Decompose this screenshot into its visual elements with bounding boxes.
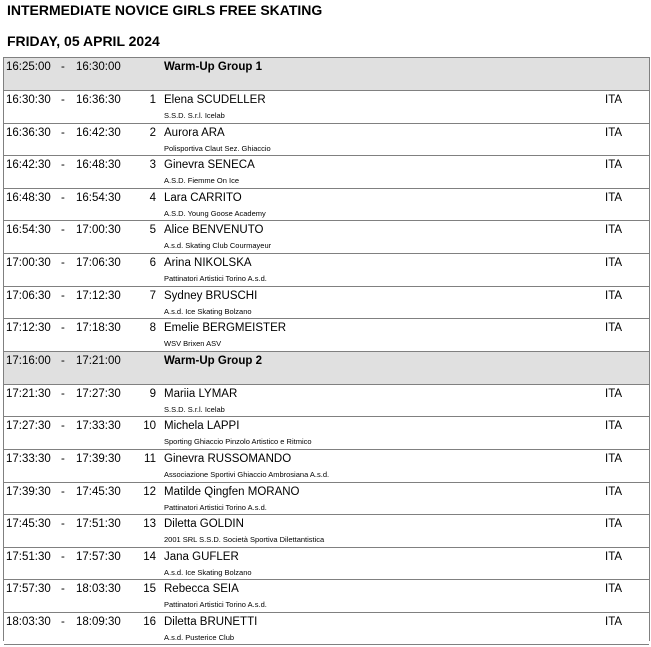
table-row bbox=[4, 286, 649, 319]
club-name: S.S.D. S.r.l. Icelab bbox=[164, 111, 225, 120]
nation-code: ITA bbox=[605, 583, 623, 596]
end-time: 16:54:30 bbox=[76, 191, 121, 204]
time-separator: - bbox=[61, 354, 65, 367]
start-time: 17:00:30 bbox=[6, 256, 51, 269]
nation-code: ITA bbox=[605, 289, 623, 302]
table-row bbox=[4, 579, 649, 612]
start-time: 16:48:30 bbox=[6, 191, 51, 204]
end-time: 17:33:30 bbox=[76, 420, 121, 433]
start-time: 18:03:30 bbox=[6, 615, 51, 628]
skater-name: Matilde Qingfen MORANO bbox=[164, 485, 300, 498]
nation-code: ITA bbox=[605, 126, 623, 139]
end-time: 17:39:30 bbox=[76, 452, 121, 465]
skater-name: Sydney BRUSCHI bbox=[164, 289, 258, 302]
skater-name: Mariia LYMAR bbox=[164, 387, 238, 400]
club-name: Sporting Ghiaccio Pinzolo Artistico e Ritmico bbox=[164, 437, 312, 447]
club-name: 2001 SRL S.S.D. Società Sportiva Dilettantistica bbox=[164, 535, 325, 545]
table-row bbox=[4, 547, 649, 580]
start-number: 7 bbox=[149, 289, 156, 302]
start-number: 5 bbox=[149, 224, 156, 237]
end-time: 17:00:30 bbox=[76, 224, 121, 237]
nation-code: ITA bbox=[605, 191, 623, 204]
start-time: 16:25:00 bbox=[6, 61, 51, 73]
club-name: WSV Brixen ASV bbox=[164, 339, 222, 349]
start-number: 2 bbox=[149, 126, 156, 139]
start-time: 17:51:30 bbox=[6, 550, 51, 563]
time-separator: - bbox=[61, 420, 65, 433]
start-time: 16:54:30 bbox=[6, 224, 51, 237]
club-name: A.S.D. Fiemme On Ice bbox=[164, 176, 240, 186]
time-separator: - bbox=[61, 224, 65, 237]
time-separator: - bbox=[61, 583, 65, 596]
time-separator: - bbox=[61, 94, 65, 106]
end-time: 17:06:30 bbox=[76, 256, 121, 269]
nation-code: ITA bbox=[605, 224, 623, 237]
skater-name: Rebecca SEIA bbox=[164, 583, 239, 596]
club-name: A.s.d. Ice Skating Bolzano bbox=[164, 306, 252, 316]
table-row bbox=[4, 188, 649, 221]
start-time: 17:39:30 bbox=[6, 485, 51, 498]
table-row bbox=[4, 416, 649, 449]
time-separator: - bbox=[61, 61, 65, 73]
end-time: 16:36:30 bbox=[76, 94, 121, 106]
start-number: 11 bbox=[144, 452, 156, 465]
club-name: A.S.D. Young Goose Academy bbox=[164, 208, 266, 218]
page-title: INTERMEDIATE NOVICE GIRLS FREE SKATING bbox=[7, 2, 323, 18]
table-row bbox=[4, 384, 649, 417]
skater-name: Elena SCUDELLER bbox=[164, 94, 266, 106]
club-name: Polisportiva Claut Sez. Ghiaccio bbox=[164, 143, 271, 153]
end-time: 18:03:30 bbox=[76, 583, 121, 596]
skater-name: Arina NIKOLSKA bbox=[164, 256, 252, 269]
warmup-label: Warm-Up Group 2 bbox=[164, 354, 262, 367]
skater-name: Lara CARRITO bbox=[164, 191, 242, 204]
table-row bbox=[4, 90, 649, 123]
club-name: Pattinatori Artistici Torino A.s.d. bbox=[164, 273, 267, 283]
time-separator: - bbox=[61, 159, 65, 172]
start-time: 16:42:30 bbox=[6, 159, 51, 172]
start-number: 4 bbox=[149, 191, 156, 204]
time-separator: - bbox=[61, 550, 65, 563]
start-number: 3 bbox=[149, 159, 156, 172]
nation-code: ITA bbox=[605, 550, 623, 563]
end-time: 17:57:30 bbox=[76, 550, 121, 563]
start-number: 6 bbox=[149, 256, 156, 269]
warmup-label: Warm-Up Group 1 bbox=[164, 61, 262, 73]
club-name: S.S.D. S.r.l. Icelab bbox=[164, 404, 225, 414]
club-name: A.s.d. Ice Skating Bolzano bbox=[164, 567, 252, 577]
skater-name: Alice BENVENUTO bbox=[164, 224, 264, 237]
nation-code: ITA bbox=[605, 518, 623, 531]
warmup-row bbox=[4, 351, 649, 384]
skater-name: Diletta BRUNETTI bbox=[164, 615, 258, 628]
start-time: 17:21:30 bbox=[6, 387, 51, 400]
table-row bbox=[4, 253, 649, 286]
time-separator: - bbox=[61, 452, 65, 465]
nation-code: ITA bbox=[605, 322, 623, 335]
skater-name: Jana GUFLER bbox=[164, 550, 239, 563]
table-row bbox=[4, 123, 649, 156]
nation-code: ITA bbox=[605, 452, 623, 465]
nation-code: ITA bbox=[605, 485, 623, 498]
nation-code: ITA bbox=[605, 387, 623, 400]
start-time: 17:45:30 bbox=[6, 518, 51, 531]
table-row bbox=[4, 612, 649, 645]
nation-code: ITA bbox=[605, 159, 623, 172]
club-name: A.s.d. Skating Club Courmayeur bbox=[164, 241, 272, 251]
table-row bbox=[4, 449, 649, 482]
table-row bbox=[4, 482, 649, 515]
table-row bbox=[4, 155, 649, 188]
start-number: 10 bbox=[143, 420, 156, 433]
start-number: 14 bbox=[143, 550, 156, 563]
start-number: 9 bbox=[149, 387, 156, 400]
time-separator: - bbox=[61, 256, 65, 269]
time-separator: - bbox=[61, 191, 65, 204]
time-separator: - bbox=[61, 518, 65, 531]
nation-code: ITA bbox=[605, 420, 623, 433]
schedule-table bbox=[3, 57, 650, 641]
end-time: 17:51:30 bbox=[76, 518, 121, 531]
time-separator: - bbox=[61, 126, 65, 139]
start-time: 17:57:30 bbox=[6, 583, 51, 596]
nation-code: ITA bbox=[605, 615, 623, 628]
start-time: 16:30:30 bbox=[6, 94, 51, 106]
end-time: 16:30:00 bbox=[76, 61, 121, 73]
time-separator: - bbox=[61, 322, 65, 335]
club-name: A.s.d. Pusterice Club bbox=[164, 632, 235, 642]
time-separator: - bbox=[61, 387, 65, 400]
end-time: 18:09:30 bbox=[76, 615, 121, 628]
time-separator: - bbox=[61, 485, 65, 498]
end-time: 17:21:00 bbox=[76, 354, 121, 367]
start-time: 17:06:30 bbox=[6, 289, 51, 302]
table-row bbox=[4, 318, 649, 351]
end-time: 17:27:30 bbox=[76, 387, 121, 400]
end-time: 17:45:30 bbox=[76, 485, 121, 498]
skater-name: Emelie BERGMEISTER bbox=[164, 322, 287, 335]
end-time: 17:12:30 bbox=[76, 289, 121, 302]
start-time: 16:36:30 bbox=[6, 126, 51, 139]
club-name: Pattinatori Artistici Torino A.s.d. bbox=[164, 502, 267, 512]
start-number: 8 bbox=[149, 322, 156, 335]
end-time: 16:42:30 bbox=[76, 126, 121, 139]
skater-name: Michela LAPPI bbox=[164, 420, 240, 433]
start-number: 13 bbox=[143, 518, 156, 531]
table-row bbox=[4, 514, 649, 547]
skater-name: Ginevra RUSSOMANDO bbox=[164, 452, 292, 465]
start-time: 17:33:30 bbox=[6, 452, 51, 465]
skater-name: Diletta GOLDIN bbox=[164, 518, 244, 531]
start-time: 17:16:00 bbox=[6, 354, 51, 367]
end-time: 16:48:30 bbox=[76, 159, 121, 172]
nation-code: ITA bbox=[605, 256, 623, 269]
start-number: 12 bbox=[143, 485, 156, 498]
time-separator: - bbox=[61, 289, 65, 302]
club-name: Associazione Sportivi Ghiaccio Ambrosiana A.s.d. bbox=[164, 469, 330, 479]
time-separator: - bbox=[61, 615, 65, 628]
skater-name: Ginevra SENECA bbox=[164, 159, 255, 172]
start-number: 15 bbox=[143, 583, 156, 596]
start-time: 17:12:30 bbox=[6, 322, 51, 335]
table-row bbox=[4, 220, 649, 253]
start-number: 1 bbox=[149, 94, 156, 106]
warmup-row bbox=[4, 57, 649, 90]
start-number: 16 bbox=[143, 615, 156, 628]
skater-name: Aurora ARA bbox=[164, 126, 225, 139]
end-time: 17:18:30 bbox=[76, 322, 121, 335]
start-time: 17:27:30 bbox=[6, 420, 51, 433]
club-name: Pattinatori Artistici Torino A.s.d. bbox=[164, 600, 267, 610]
event-date: FRIDAY, 05 APRIL 2024 bbox=[7, 33, 160, 49]
nation-code: ITA bbox=[605, 94, 623, 106]
